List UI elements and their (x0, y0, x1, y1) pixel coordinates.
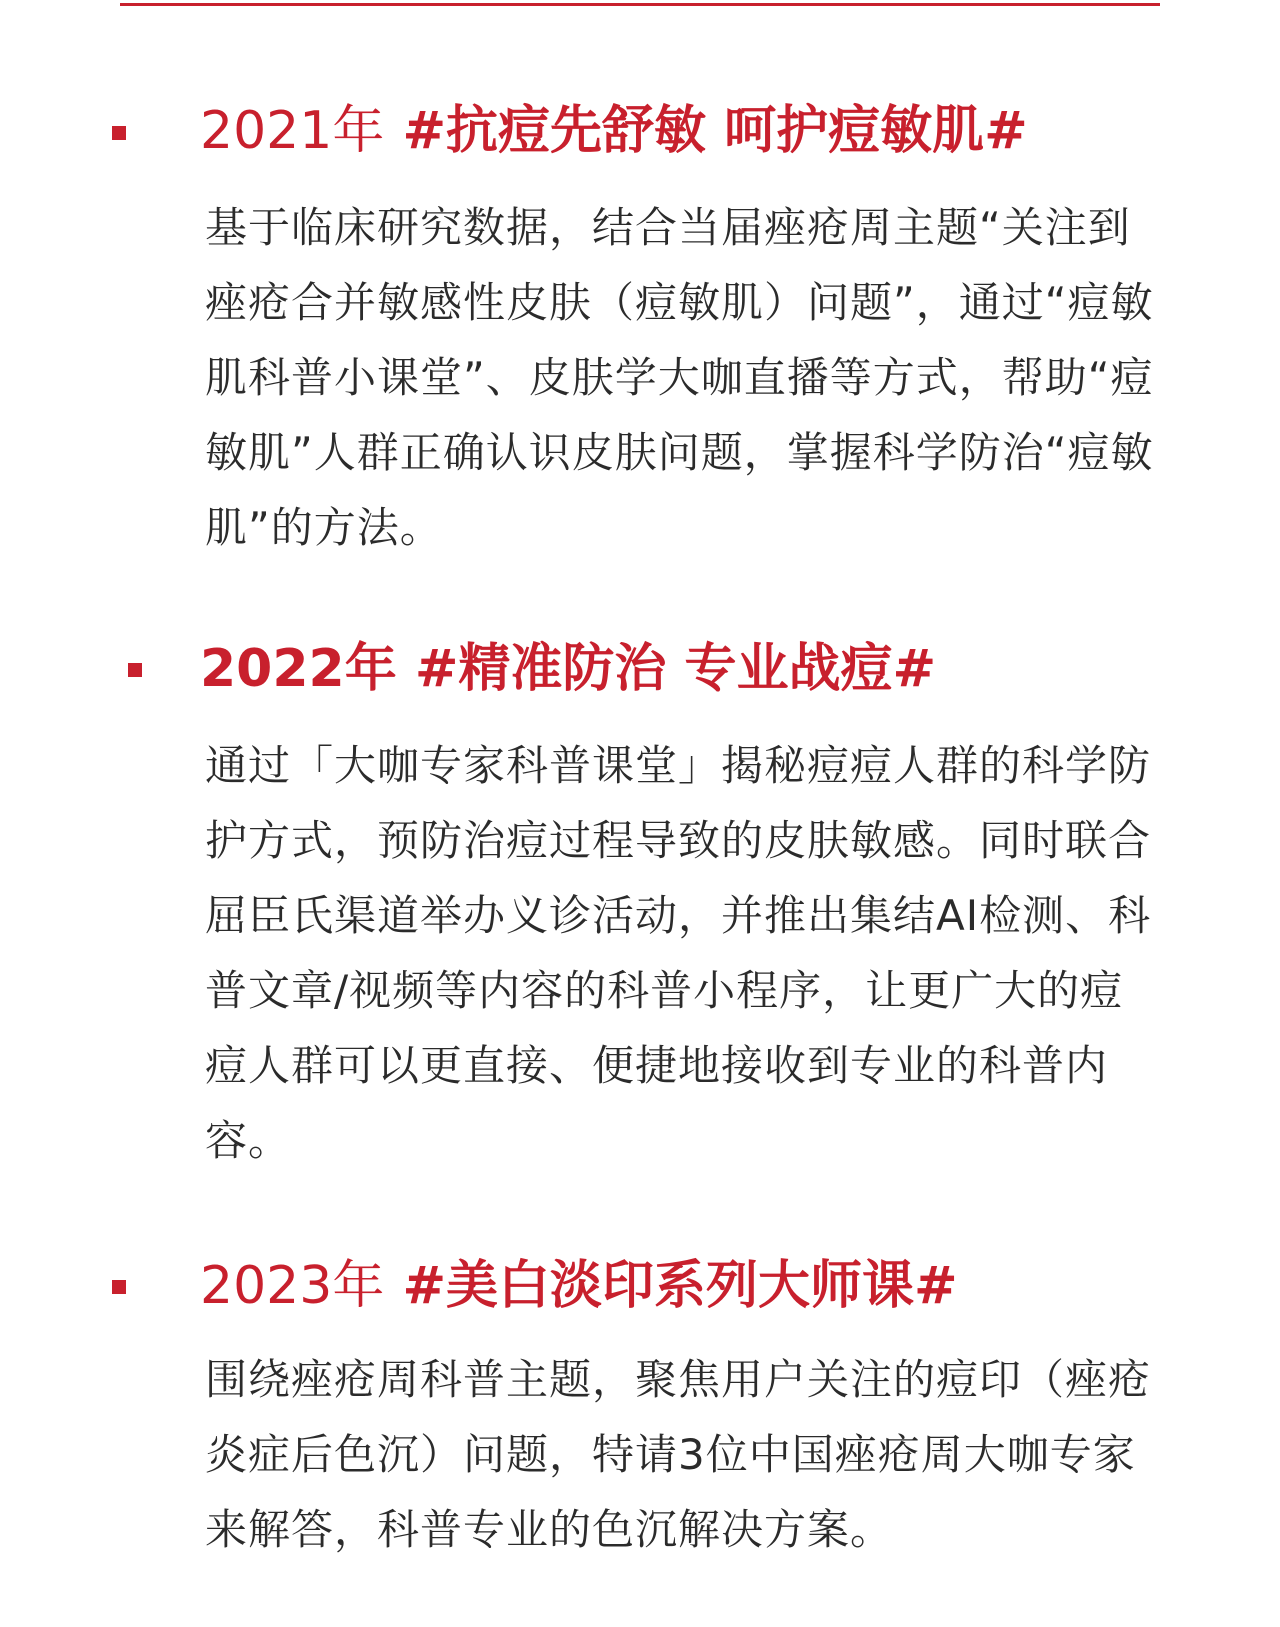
section-tag: #精准防治 专业战痘# (414, 639, 937, 699)
section-year: 2022年 (200, 639, 397, 699)
section-year: 2021年 (200, 101, 385, 161)
top-divider (120, 3, 1160, 6)
section-body: 围绕痤疮周科普主题，聚焦用户关注的痘印（痤疮炎症后色沉）问题，特请3位中国痤疮周大咖专家来解答，科普专业的色沉解决方案。 (205, 1355, 1152, 1554)
section-tag: #美白淡印系列大师课# (402, 1256, 958, 1316)
bullet-square-icon (128, 663, 142, 677)
section-tag: #抗痘先舒敏 呵护痘敏肌# (402, 101, 1028, 161)
bullet-square-icon (112, 126, 126, 140)
section-year: 2023年 (200, 1256, 385, 1316)
section-body: 通过「大咖专家科普课堂」揭秘痘痘人群的科学防护方式，预防治痘过程导致的皮肤敏感。同时联合屈臣氏渠道举办义诊活动，并推出集结AI检测、科普文章/视频等内容的科普小程序，让更广大的痘痘人群可以更直接、便捷地接收到专业的科普内容。 (205, 741, 1152, 1165)
bullet-square-icon (112, 1280, 126, 1294)
section-body: 基于临床研究数据，结合当届痤疮周主题“关注到痤疮合并敏感性皮肤（痘敏肌）问题”，通过“痘敏肌科普小课堂”、皮肤学大咖直播等方式，帮助“痘敏肌”人群正确认识皮肤问题，掌握科学防治“痘敏肌”的方法。 (205, 203, 1154, 552)
section-heading (200, 100, 1028, 162)
section-heading (200, 1255, 958, 1317)
section-heading (200, 638, 936, 700)
